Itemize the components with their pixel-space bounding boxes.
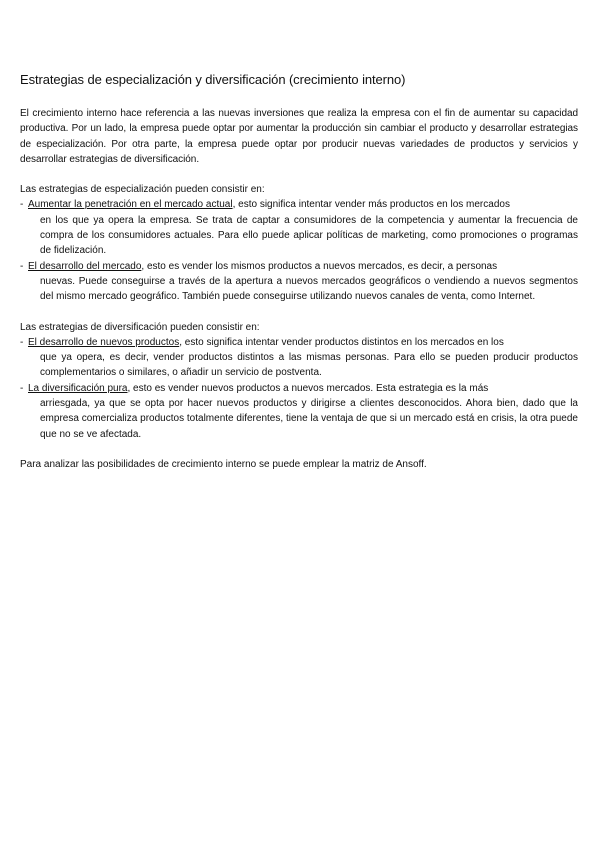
list-item-term: Aumentar la penetración en el mercado actual — [28, 199, 233, 211]
list-dash: - — [20, 260, 24, 272]
specialization-section — [20, 182, 578, 304]
list-item-term: El desarrollo del mercado — [28, 260, 142, 272]
list-item-term: La diversificación pura — [28, 382, 128, 394]
list-item — [20, 197, 578, 258]
list-dash: - — [20, 199, 24, 211]
diversification-section — [20, 320, 578, 442]
list-item-text: arriesgada, ya que se opta por hacer nuevos productos y dirigirse a clientes desconocidos. Ahora bien, dado que la empresa comercializa productos totalmente diferentes, tiene la ventaja de que si un mercado está en crisis, la otra puede que no se ve afectada. — [40, 398, 578, 440]
list-item-text: que ya opera, es decir, vender productos distintos a las mismas personas. Para ello se pueden producir productos complementarios o similares, o añadir un servicio de postventa. — [40, 352, 578, 379]
list-item-first-line: , esto es vender nuevos productos a nuevos mercados. Esta estrategia es la más — [127, 382, 489, 394]
specialization-lead: Las estrategias de especialización pueden consistir en: — [20, 184, 265, 196]
list-item — [20, 259, 578, 305]
document-page — [20, 72, 578, 482]
list-item-first-line: , esto significa intentar vender productos distintos en los mercados en los — [179, 336, 504, 348]
list-item-term: El desarrollo de nuevos productos — [28, 336, 180, 348]
list-item-first-line: , esto es vender los mismos productos a nuevos mercados, es decir, a personas — [141, 260, 498, 272]
list-dash: - — [20, 382, 24, 394]
intro-paragraph: El crecimiento interno hace referencia a las nuevas inversiones que realiza la empresa con el fin de aumentar su capacidad productiva. Por un lado, la empresa puede optar por aumentar la producción sin cambiar el producto y desarrollar estrategias de especialización. Por otra parte, la empresa puede optar por producir nuevas variedades de productos y servicios y desarrollar estrategias de diversificación. — [20, 108, 578, 165]
list-item-text: nuevas. Puede conseguirse a través de la apertura a nuevos mercados geográficos o vendiendo a nuevos segmentos del mismo mercado geográfico. También puede conseguirse utilizando nuevos canales de venta, como Internet. — [40, 275, 578, 303]
list-dash: - — [20, 336, 24, 348]
closing-paragraph: Para analizar las posibilidades de crecimiento interno se puede emplear la matriz de Ansoff. — [20, 458, 427, 470]
document-title: Estrategias de especialización y diversificación (crecimiento interno) — [20, 72, 406, 87]
list-item-first-line: , esto significa intentar vender más productos en los mercados — [232, 199, 510, 211]
list-item-text: en los que ya opera la empresa. Se trata de captar a consumidores de la competencia y aumentar la frecuencia de compra de los consumidores actuales. Para ello puede aplicar políticas de marketing, como promociones o programas de fidelización. — [40, 214, 578, 257]
list-item — [20, 335, 578, 381]
list-item — [20, 381, 578, 442]
diversification-lead: Las estrategias de diversificación pueden consistir en: — [20, 321, 260, 333]
